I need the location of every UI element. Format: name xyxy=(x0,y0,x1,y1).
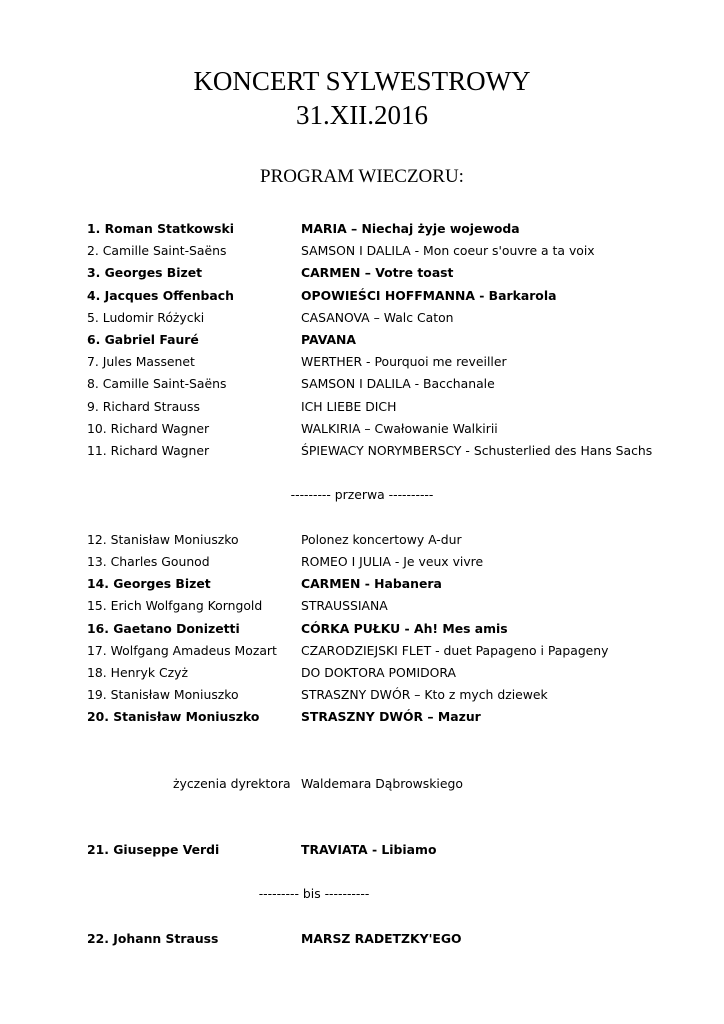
piece-title: ICH LIEBE DICH xyxy=(301,399,397,414)
piece-title: ROMEO I JULIA - Je veux vivre xyxy=(301,554,484,569)
composer-name: 13. Charles Gounod xyxy=(87,554,210,569)
piece-title: CASANOVA – Walc Caton xyxy=(301,310,454,325)
piece-title: ŚPIEWACY NORYMBERSCY - Schusterlied des Hans Sachs xyxy=(301,443,653,458)
encore-divider: --------- bis ---------- xyxy=(258,886,370,901)
composer-name: 15. Erich Wolfgang Korngold xyxy=(87,598,263,613)
composer-name: 6. Gabriel Fauré xyxy=(87,332,199,347)
piece-title: STRASZNY DWÓR – Kto z mych dziewek xyxy=(301,687,548,702)
composer-name: 9. Richard Strauss xyxy=(87,399,200,414)
concert-date: 31.XII.2016 xyxy=(296,100,428,130)
composer-name: 19. Stanisław Moniuszko xyxy=(87,687,239,702)
composer-name: 5. Ludomir Różycki xyxy=(87,310,205,325)
composer-name: 7. Jules Massenet xyxy=(87,354,195,369)
composer-name: 18. Henryk Czyż xyxy=(87,665,188,680)
piece-title: CÓRKA PUŁKU - Ah! Mes amis xyxy=(301,621,508,636)
wishes-label: życzenia dyrektora xyxy=(173,776,291,791)
piece-title: Polonez koncertowy A-dur xyxy=(301,532,462,547)
program-heading: PROGRAM WIECZORU: xyxy=(260,166,464,187)
piece-title: DO DOKTORA POMIDORA xyxy=(301,665,456,680)
piece-title: WERTHER - Pourquoi me reveiller xyxy=(301,354,507,369)
composer-name: 8. Camille Saint-Saëns xyxy=(87,376,227,391)
composer-name: 3. Georges Bizet xyxy=(87,265,203,280)
composer-name: 10. Richard Wagner xyxy=(87,421,210,436)
composer-name: 11. Richard Wagner xyxy=(87,443,210,458)
composer-name: 17. Wolfgang Amadeus Mozart xyxy=(87,643,277,658)
piece-title: CZARODZIEJSKI FLET - duet Papageno i Papageny xyxy=(301,643,609,658)
piece-title: OPOWIEŚCI HOFFMANNA - Barkarola xyxy=(301,288,557,303)
intermission-divider: --------- przerwa ---------- xyxy=(290,487,434,502)
piece-title: WALKIRIA – Cwałowanie Walkirii xyxy=(301,421,498,436)
piece-title: SAMSON I DALILA - Mon coeur s'ouvre a ta voix xyxy=(301,243,595,258)
piece-title: TRAVIATA - Libiamo xyxy=(301,842,437,857)
composer-name: 14. Georges Bizet xyxy=(87,576,211,591)
composer-name: 1. Roman Statkowski xyxy=(87,221,234,236)
piece-title: PAVANA xyxy=(301,332,356,347)
composer-name: 12. Stanisław Moniuszko xyxy=(87,532,239,547)
piece-title: CARMEN - Habanera xyxy=(301,576,442,591)
piece-title: MARSZ RADETZKY'EGO xyxy=(301,931,462,946)
composer-name: 16. Gaetano Donizetti xyxy=(87,621,240,636)
piece-title: STRAUSSIANA xyxy=(301,598,388,613)
composer-name: 20. Stanisław Moniuszko xyxy=(87,709,260,724)
composer-name: 2. Camille Saint-Saëns xyxy=(87,243,227,258)
composer-name: 4. Jacques Offenbach xyxy=(87,288,234,303)
piece-title: STRASZNY DWÓR – Mazur xyxy=(301,709,481,724)
piece-title: MARIA – Niechaj żyje wojewoda xyxy=(301,221,520,236)
director-name: Waldemara Dąbrowskiego xyxy=(301,776,463,791)
composer-name: 21. Giuseppe Verdi xyxy=(87,842,220,857)
concert-title: KONCERT SYLWESTROWY xyxy=(193,66,531,96)
composer-name: 22. Johann Strauss xyxy=(87,931,219,946)
piece-title: CARMEN – Votre toast xyxy=(301,265,454,280)
piece-title: SAMSON I DALILA - Bacchanale xyxy=(301,376,495,391)
